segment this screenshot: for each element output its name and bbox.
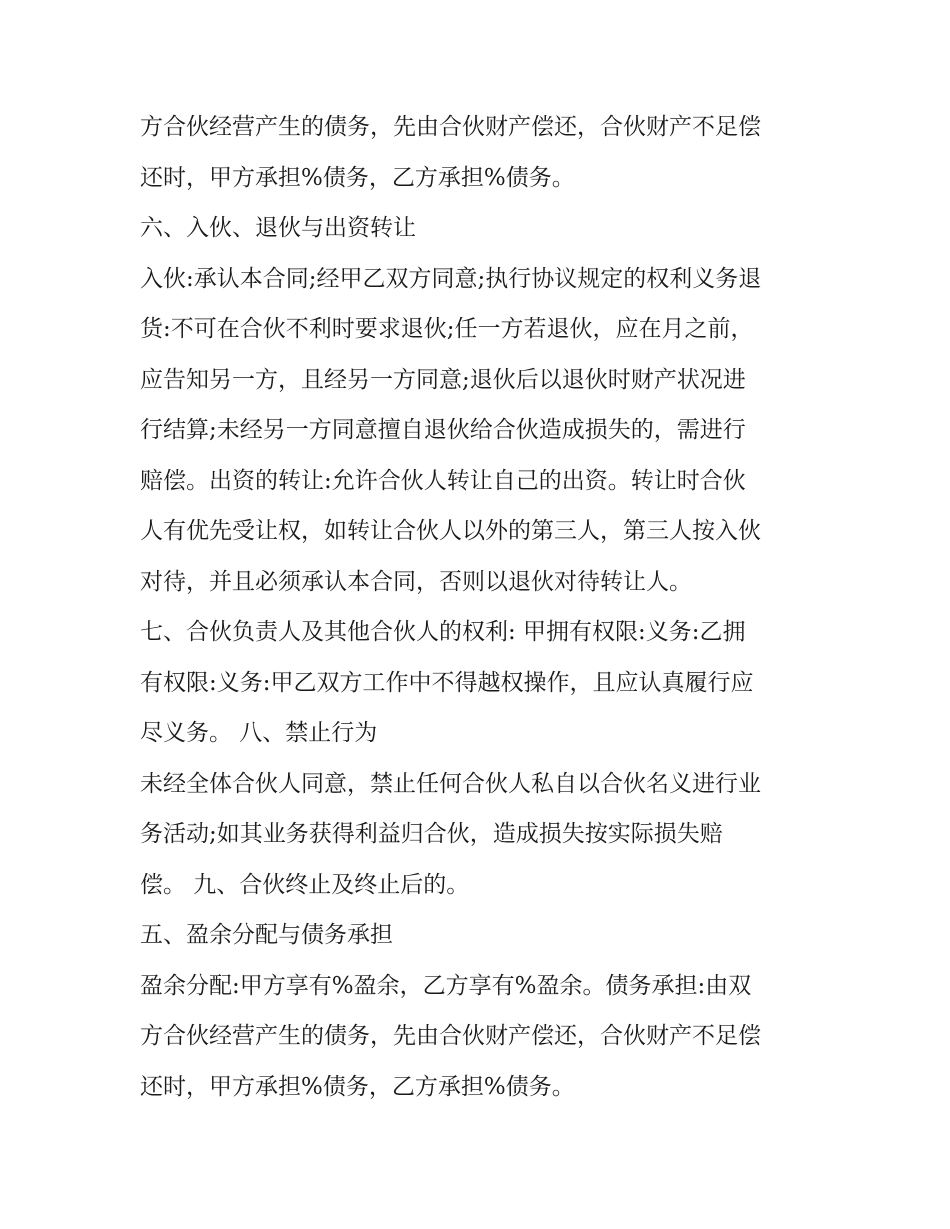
text-line: 应告知另一方，且经另一方同意;退伙后以退伙时财产状况进 <box>140 366 746 393</box>
text-line: 有权限:义务:甲乙双方工作中不得越权操作，且应认真履行应 <box>140 669 754 696</box>
text-line: 务活动;如其业务获得利益归合伙，造成损失按实际损失赔 <box>140 821 723 847</box>
text-line: 对待，并且必须承认本合同，否则以退伙对待转让人。 <box>140 568 692 595</box>
text-line: 七、合伙负责人及其他合伙人的权利: 甲拥有权限:义务:乙拥 <box>140 619 746 645</box>
text-line: 方合伙经营产生的债务，先由合伙财产偿还，合伙财产不足偿 <box>140 1023 761 1049</box>
text-line: 货:不可在合伙不利时要求退伙;任一方若退伙，应在月之前， <box>140 316 754 342</box>
text-line: 赔偿。出资的转让:允许合伙人转让自己的出资。转让时合伙 <box>140 467 746 494</box>
text-line: 尽义务。 八、禁止行为 <box>140 720 378 746</box>
document-body <box>140 102 830 1112</box>
section-heading: 六、入伙、退伙与出资转让 <box>140 215 416 241</box>
text-line: 方合伙经营产生的债务，先由合伙财产偿还，合伙财产不足偿 <box>140 114 761 140</box>
text-line: 人有优先受让权，如转让合伙人以外的第三人，第三人按入伙 <box>140 518 761 544</box>
text-line: 偿。 九、合伙终止及终止后的。 <box>140 871 470 898</box>
text-line: 未经全体合伙人同意，禁止任何合伙人私自以合伙名义进行业 <box>140 770 761 797</box>
text-line: 入伙:承认本合同;经甲乙双方同意;执行协议规定的权利义务退 <box>140 265 762 292</box>
text-line: 还时，甲方承担%债务，乙方承担%债务。 <box>140 1073 575 1100</box>
text-line: 盈余分配:甲方享有%盈余，乙方享有%盈余。债务承担:由双 <box>140 972 752 999</box>
section-heading: 五、盈余分配与债务承担 <box>140 922 393 948</box>
text-line: 行结算;未经另一方同意擅自退伙给合伙造成损失的，需进行 <box>140 417 746 443</box>
text-line: 还时，甲方承担%债务，乙方承担%债务。 <box>140 164 575 191</box>
